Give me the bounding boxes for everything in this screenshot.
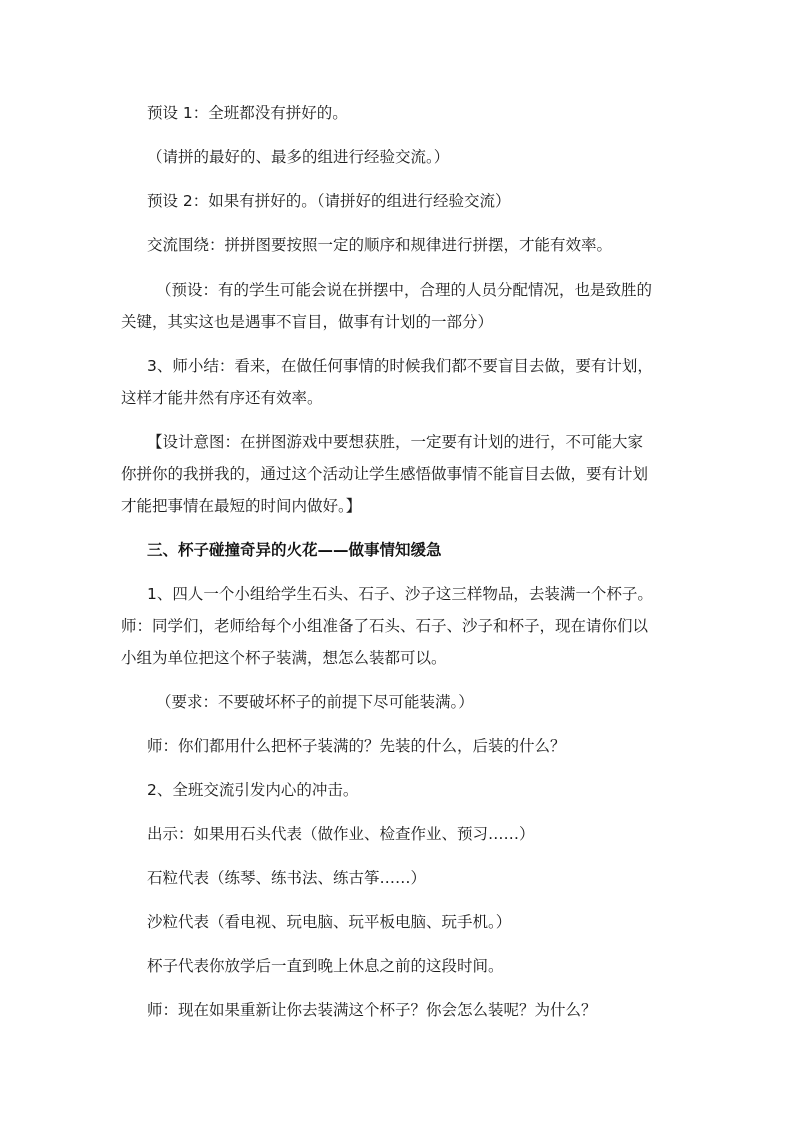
- paragraph-line: 师：现在如果重新让你去装满这个杯子？你会怎么装呢？为什么？: [147, 1001, 597, 1019]
- paragraph-line: 预设 2：如果有拼好的。（请拼好的组进行经验交流）: [147, 192, 511, 210]
- paragraph-line: 石粒代表（练琴、练书法、练古筝……）: [147, 869, 427, 887]
- paragraph-line: （要求：不要破坏杯子的前提下尽可能装满。）: [156, 693, 474, 711]
- paragraph-line: 3、师小结：看来，在做任何事情的时候我们都不要盲目去做，要有计划，: [147, 357, 653, 375]
- paragraph-line: 出示：如果用石头代表（做作业、检查作业、预习……）: [147, 825, 535, 843]
- paragraph-line: 1、四人一个小组给学生石头、石子、沙子这三样物品，去装满一个杯子。: [147, 585, 653, 603]
- paragraph-line: 师：你们都用什么把杯子装满的？先装的什么，后装的什么？: [147, 737, 566, 755]
- paragraph-line: 预设 1：全班都没有拼好的。: [147, 104, 348, 122]
- design-intent-line: 你拼你的我拼我的，通过这个活动让学生感悟做事情不能盲目去做，要有计划: [121, 465, 649, 483]
- paragraph-line: 小组为单位把这个杯子装满，想怎么装都可以。: [121, 649, 447, 667]
- paragraph-line: 这样才能井然有序还有效率。: [121, 389, 323, 407]
- paragraph-line: 交流围绕：拼拼图要按照一定的顺序和规律进行拼摆，才能有效率。: [147, 236, 613, 254]
- paragraph-line: 2、全班交流引发内心的冲击。: [147, 781, 359, 799]
- paragraph-line: 杯子代表你放学后一直到晚上休息之前的这段时间。: [147, 957, 504, 975]
- section-heading: 三、杯子碰撞奇异的火花——做事情知缓急: [147, 541, 442, 559]
- paragraph-line: （请拼的最好的、最多的组进行经验交流。）: [147, 148, 450, 166]
- paragraph-line: 沙粒代表（看电视、玩电脑、玩平板电脑、玩手机。）: [147, 913, 512, 931]
- design-intent-line: 【设计意图：在拼图游戏中要想获胜，一定要有计划的进行，不可能大家: [147, 433, 644, 451]
- design-intent-line: 才能把事情在最短的时间内做好。】: [121, 497, 362, 515]
- paragraph-line: 师：同学们，老师给每个小组准备了石头、石子、沙子和杯子，现在请你们以: [121, 617, 649, 635]
- paragraph-line: （预设：有的学生可能会说在拼摆中，合理的人员分配情况，也是致胜的: [156, 281, 653, 299]
- paragraph-line: 关键，其实这也是遇事不盲目，做事有计划的一部分）: [121, 313, 494, 331]
